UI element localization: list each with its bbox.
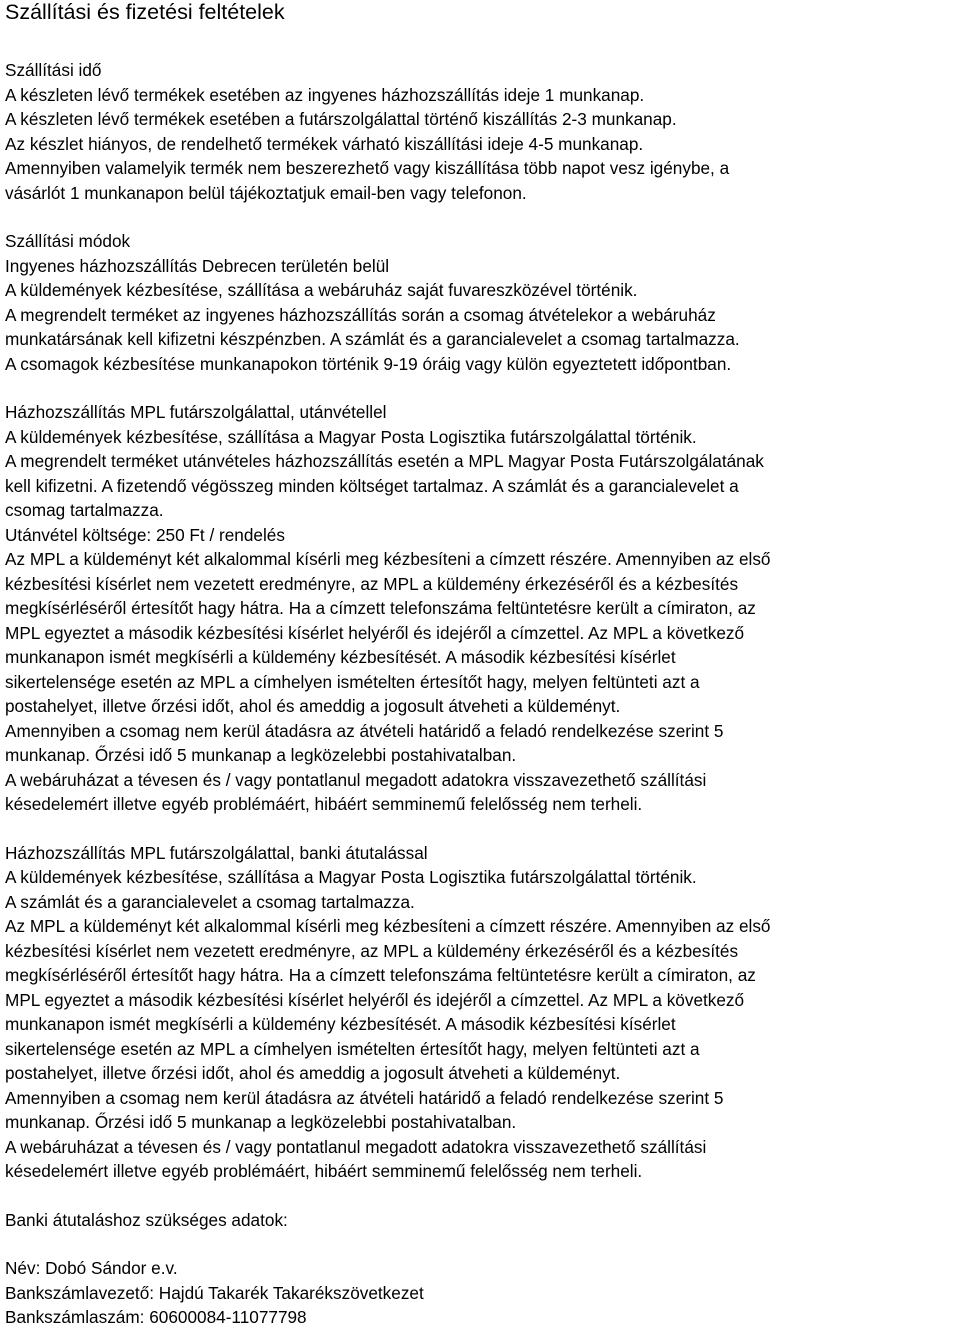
paragraph-line: megkísérléséről értesítőt hagy hátra. Ha a címzett telefonszáma feltüntetésre került a címiraton, az [5, 598, 756, 618]
account-holder-name: Név: Dobó Sándor e.v. [5, 1258, 178, 1278]
paragraph-line: munkatársának kell kifizetni készpénzben. A számlát és a garancialevelet a csomag tartalmazza. [5, 329, 740, 349]
paragraph-line: sikertelensége esetén az MPL a címhelyen ismételten értesítőt hagy, melyen feltünteti azt a [5, 1038, 700, 1059]
paragraph-line: vásárlót 1 munkanapon belül tájékoztatjuk email-ben vagy telefonon. [5, 182, 527, 203]
paragraph-line: kézbesítési kísérlet nem vezetett eredményre, az MPL a küldemény érkezéséről és a kézbesítés [5, 573, 739, 594]
section-delivery-time [5, 58, 952, 205]
section-heading: Szállítási idő [5, 60, 102, 80]
section-delivery-modes [5, 229, 952, 376]
paragraph-line: A számlát és a garancialevelet a csomag tartalmazza. [5, 891, 415, 912]
bank-account-number: Bankszámlaszám: 60600084-11077798 [5, 1307, 307, 1327]
paragraph-line: Az készlet hiányos, de rendelhető termékek várható kiszállítási ideje 4-5 munkanap. [5, 133, 644, 154]
paragraph-line: A küldemények kézbesítése, szállítása a webáruház saját fuvareszközével történik. [5, 280, 638, 300]
paragraph-line: Az MPL a küldeményt két alkalommal kísérli meg kézbesíteni a címzett részére. Amennyiben az első [5, 549, 771, 569]
paragraph-line: Amennyiben a csomag nem kerül átadásra az átvételi határidő a feladó rendelkezése szerint 5 [5, 1087, 724, 1108]
paragraph-line: A készleten lévő termékek esetében a futárszolgálattal történő kiszállítás 2-3 munkanap. [5, 109, 677, 129]
paragraph-line: megkísérléséről értesítőt hagy hátra. Ha a címzett telefonszáma feltüntetésre került a címiraton, az [5, 965, 756, 985]
paragraph-line: A csomagok kézbesítése munkanapokon történik 9-19 óráig vagy külön egyeztetett időpontban. [5, 353, 732, 374]
paragraph-line: munkanap. Őrzési idő 5 munkanap a legközelebbi postahivatalban. [5, 1112, 517, 1132]
section-heading: Szállítási módok [5, 231, 131, 251]
paragraph-line: kézbesítési kísérlet nem vezetett eredményre, az MPL a küldemény érkezéséről és a kézbesítés [5, 940, 739, 961]
paragraph-line: munkanap. Őrzési idő 5 munkanap a legközelebbi postahivatalban. [5, 745, 517, 765]
cod-fee-line: Utánvétel költsége: 250 Ft / rendelés [5, 524, 285, 545]
paragraph-line: A megrendelt terméket az ingyenes házhozszállítás során a csomag átvételekor a webáruház [5, 304, 716, 325]
paragraph-line: Ingyenes házhozszállítás Debrecen területén belül [5, 255, 390, 276]
section-heading: Banki átutaláshoz szükséges adatok: [5, 1209, 288, 1230]
paragraph-line: A webáruházat a tévesen és / vagy pontatlanul megadott adatokra visszavezethető szállítási [5, 1136, 707, 1157]
paragraph-line: Amennyiben valamelyik termék nem beszerezhető vagy kiszállítása több napot vesz igénybe, a [5, 158, 730, 178]
paragraph-line: A készleten lévő termékek esetében az ingyenes házhozszállítás ideje 1 munkanap. [5, 84, 645, 105]
paragraph-line: A küldemények kézbesítése, szállítása a Magyar Posta Logisztika futárszolgálattal történik. [5, 426, 697, 447]
paragraph-line: munkanapon ismét megkísérli a küldemény kézbesítését. A második kézbesítési kísérlet [5, 647, 676, 667]
paragraph-line: kell kifizetni. A fizetendő végösszeg minden költséget tartalmaz. A számlát és a garancialevelet a [5, 475, 739, 496]
paragraph-line: A küldemények kézbesítése, szállítása a Magyar Posta Logisztika futárszolgálattal történik. [5, 867, 697, 887]
paragraph-line: A megrendelt terméket utánvételes házhozszállítás esetén a MPL Magyar Posta Futárszolgálatának [5, 451, 764, 471]
paragraph-line: késedelemért illetve egyéb problémáért, hibáért semminemű felelősség nem terheli. [5, 1161, 643, 1181]
section-mpl-cash-on-delivery [5, 400, 952, 817]
bank-name: Bankszámlavezető: Hajdú Takarék Takarékszövetkezet [5, 1282, 424, 1303]
paragraph-line: csomag tartalmazza. [5, 500, 164, 520]
paragraph-line: A webáruházat a tévesen és / vagy pontatlanul megadott adatokra visszavezethető szállítási [5, 769, 707, 790]
paragraph-line: MPL egyeztet a második kézbesítési kísérlet helyéről és idejéről a címzettel. Az MPL a következő [5, 989, 745, 1010]
section-bank-transfer-data [5, 1208, 952, 1233]
section-heading: Házhozszállítás MPL futárszolgálattal, utánvétellel [5, 402, 387, 422]
section-heading: Házhozszállítás MPL futárszolgálattal, banki átutalással [5, 842, 428, 863]
paragraph-line: Amennyiben a csomag nem kerül átadásra az átvételi határidő a feladó rendelkezése szerint 5 [5, 720, 724, 741]
paragraph-line: sikertelensége esetén az MPL a címhelyen ismételten értesítőt hagy, melyen feltünteti azt a [5, 671, 700, 692]
page-title: Szállítási és fizetési feltételek [5, 0, 285, 24]
paragraph-line: késedelemért illetve egyéb problémáért, hibáért semminemű felelősség nem terheli. [5, 794, 643, 814]
paragraph-line: munkanapon ismét megkísérli a küldemény kézbesítését. A második kézbesítési kísérlet [5, 1014, 676, 1034]
paragraph-line: MPL egyeztet a második kézbesítési kísérlet helyéről és idejéről a címzettel. Az MPL a következő [5, 622, 745, 643]
paragraph-line: postahelyet, illetve őrzési időt, ahol és ameddig a jogosult átveheti a küldeményt. [5, 1063, 621, 1083]
section-account-details [5, 1256, 952, 1330]
paragraph-line: postahelyet, illetve őrzési időt, ahol és ameddig a jogosult átveheti a küldeményt. [5, 696, 621, 716]
section-mpl-bank-transfer [5, 841, 952, 1184]
paragraph-line: Az MPL a küldeményt két alkalommal kísérli meg kézbesíteni a címzett részére. Amennyiben az első [5, 916, 771, 936]
